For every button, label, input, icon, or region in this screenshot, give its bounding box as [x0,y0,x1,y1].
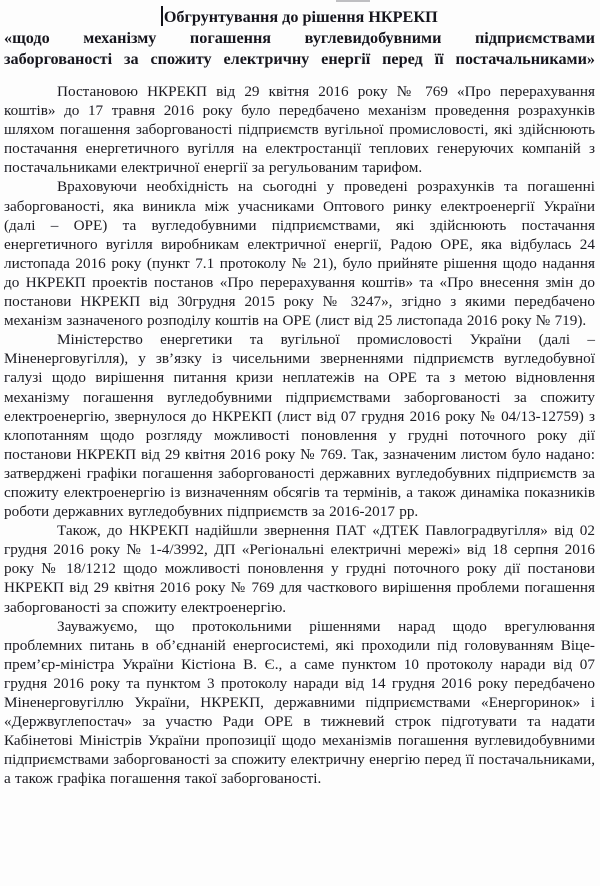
document-title-line-2: «щодо механізму погашення вуглевидобувними підприємствами [4,29,595,47]
text-cursor-icon [161,6,163,26]
document-body[interactable] [4,82,595,788]
scan-artifact-line [336,0,370,2]
document-title-line-1 [4,6,595,28]
paragraph-2: Враховуючи необхідність на сьогодні у проведені розрахунків та погашенні заборгованості, яка виникла між учасниками Оптового ринку електроенергії України (далі – ОРЕ) та вугледобувними підприємствами, які здійснюють постачання енергетичного вугілля виробникам електричної енергії, Радою ОРЕ, яка відбулась 24 листопада 2016 року (пункт 7.1 протоколу № 21), було прийняте рішення щодо надання до НКРЕКП проектів постанов «Про перерахування коштів» та «Про внесення змін до постанови НКРЕКП від 30грудня 2015 року № 3247», згідно з якими передбачено механізм зазначеного розподілу коштів на ОРЕ (лист від 25 листопада 2016 року № 719). [4,178,595,330]
document-title-line-3: заборгованості за спожиту електричну енергії перед її постачальниками» [4,50,595,68]
paragraph-5: Зауважуємо, що протокольними рішеннями нарад щодо врегулювання проблемних питань в об’єднаній енергосистемі, які проходили під головуванням Віце-прем’єр-міністра України Кістіона В. Є., а саме пунктом 10 протоколу наради від 07 грудня 2016 року та пунктом 3 протоколу наради від 14 грудня 2016 року передбачено Міненерговугіллю України, НКРЕКП, державними підприємствами «Енергоринок» і «Держвуглепостач» за участю Ради ОРЕ в тижневий строк підготувати та надати Кабінетові Міністрів України пропозиції щодо механізмів погашення вуглевидобувними підприємствами заборгованості за спожиту електричну енергію перед її постачальниками, а також графіка погашення такої заборгованості. [4,617,595,788]
document-title-text-1: Обгрунтування до рішення НКРЕКП [163,8,438,26]
document-title [4,6,595,70]
paragraph-1: Постановою НКРЕКП від 29 квітня 2016 року № 769 «Про перерахування коштів» до 17 травня 2016 року було передбачено механізм проведення розрахунків шляхом погашення заборгованості підприємств вугільної промисловості, які здійснюють постачання енергетичного вугілля на електростанції теплових генеруючих компаній з постачальниками електричної енергії за регульованим тарифом. [4,83,595,177]
paragraph-3: Міністерство енергетики та вугільної промисловості України (далі – Міненерговугілля), у зв’язку із чисельними зверненнями підприємств вугледобувної галузі щодо вирішення питання кризи неплатежів на ОРЕ та з метою відновлення механізму погашення вугледобувними підприємствами заборгованості за спожиту електроенергію, звернулося до НКРЕКП (лист від 07 грудня 2016 року № 04/13-12759) з клопотанням щодо розгляду можливості поновлення у грудні поточного року дії постанови НКРЕКП від 29 квітня 2016 року № 769. Так, зазначеним листом було надано: затверджені графіки погашення заборгованості державних вугледобувних підприємств за спожиту електроенергію із визначенням обсягів та термінів, а також динаміка показників роботи державних вугледобувних підприємств за 2016-2017 рр. [4,331,595,521]
paragraph-4: Також, до НКРЕКП надійшли звернення ПАТ «ДТЕК Павлоградвугілля» від 02 грудня 2016 року № 1-4/3992, ДП «Регіональні електричні мережі» від 18 серпня 2016 року № 18/1212 щодо можливості поновлення у грудні поточного року дії постанови НКРЕКП від 29 квітня 2016 року № 769 для часткового вирішення проблеми погашення заборгованості за спожиту електроенергію. [4,522,595,616]
